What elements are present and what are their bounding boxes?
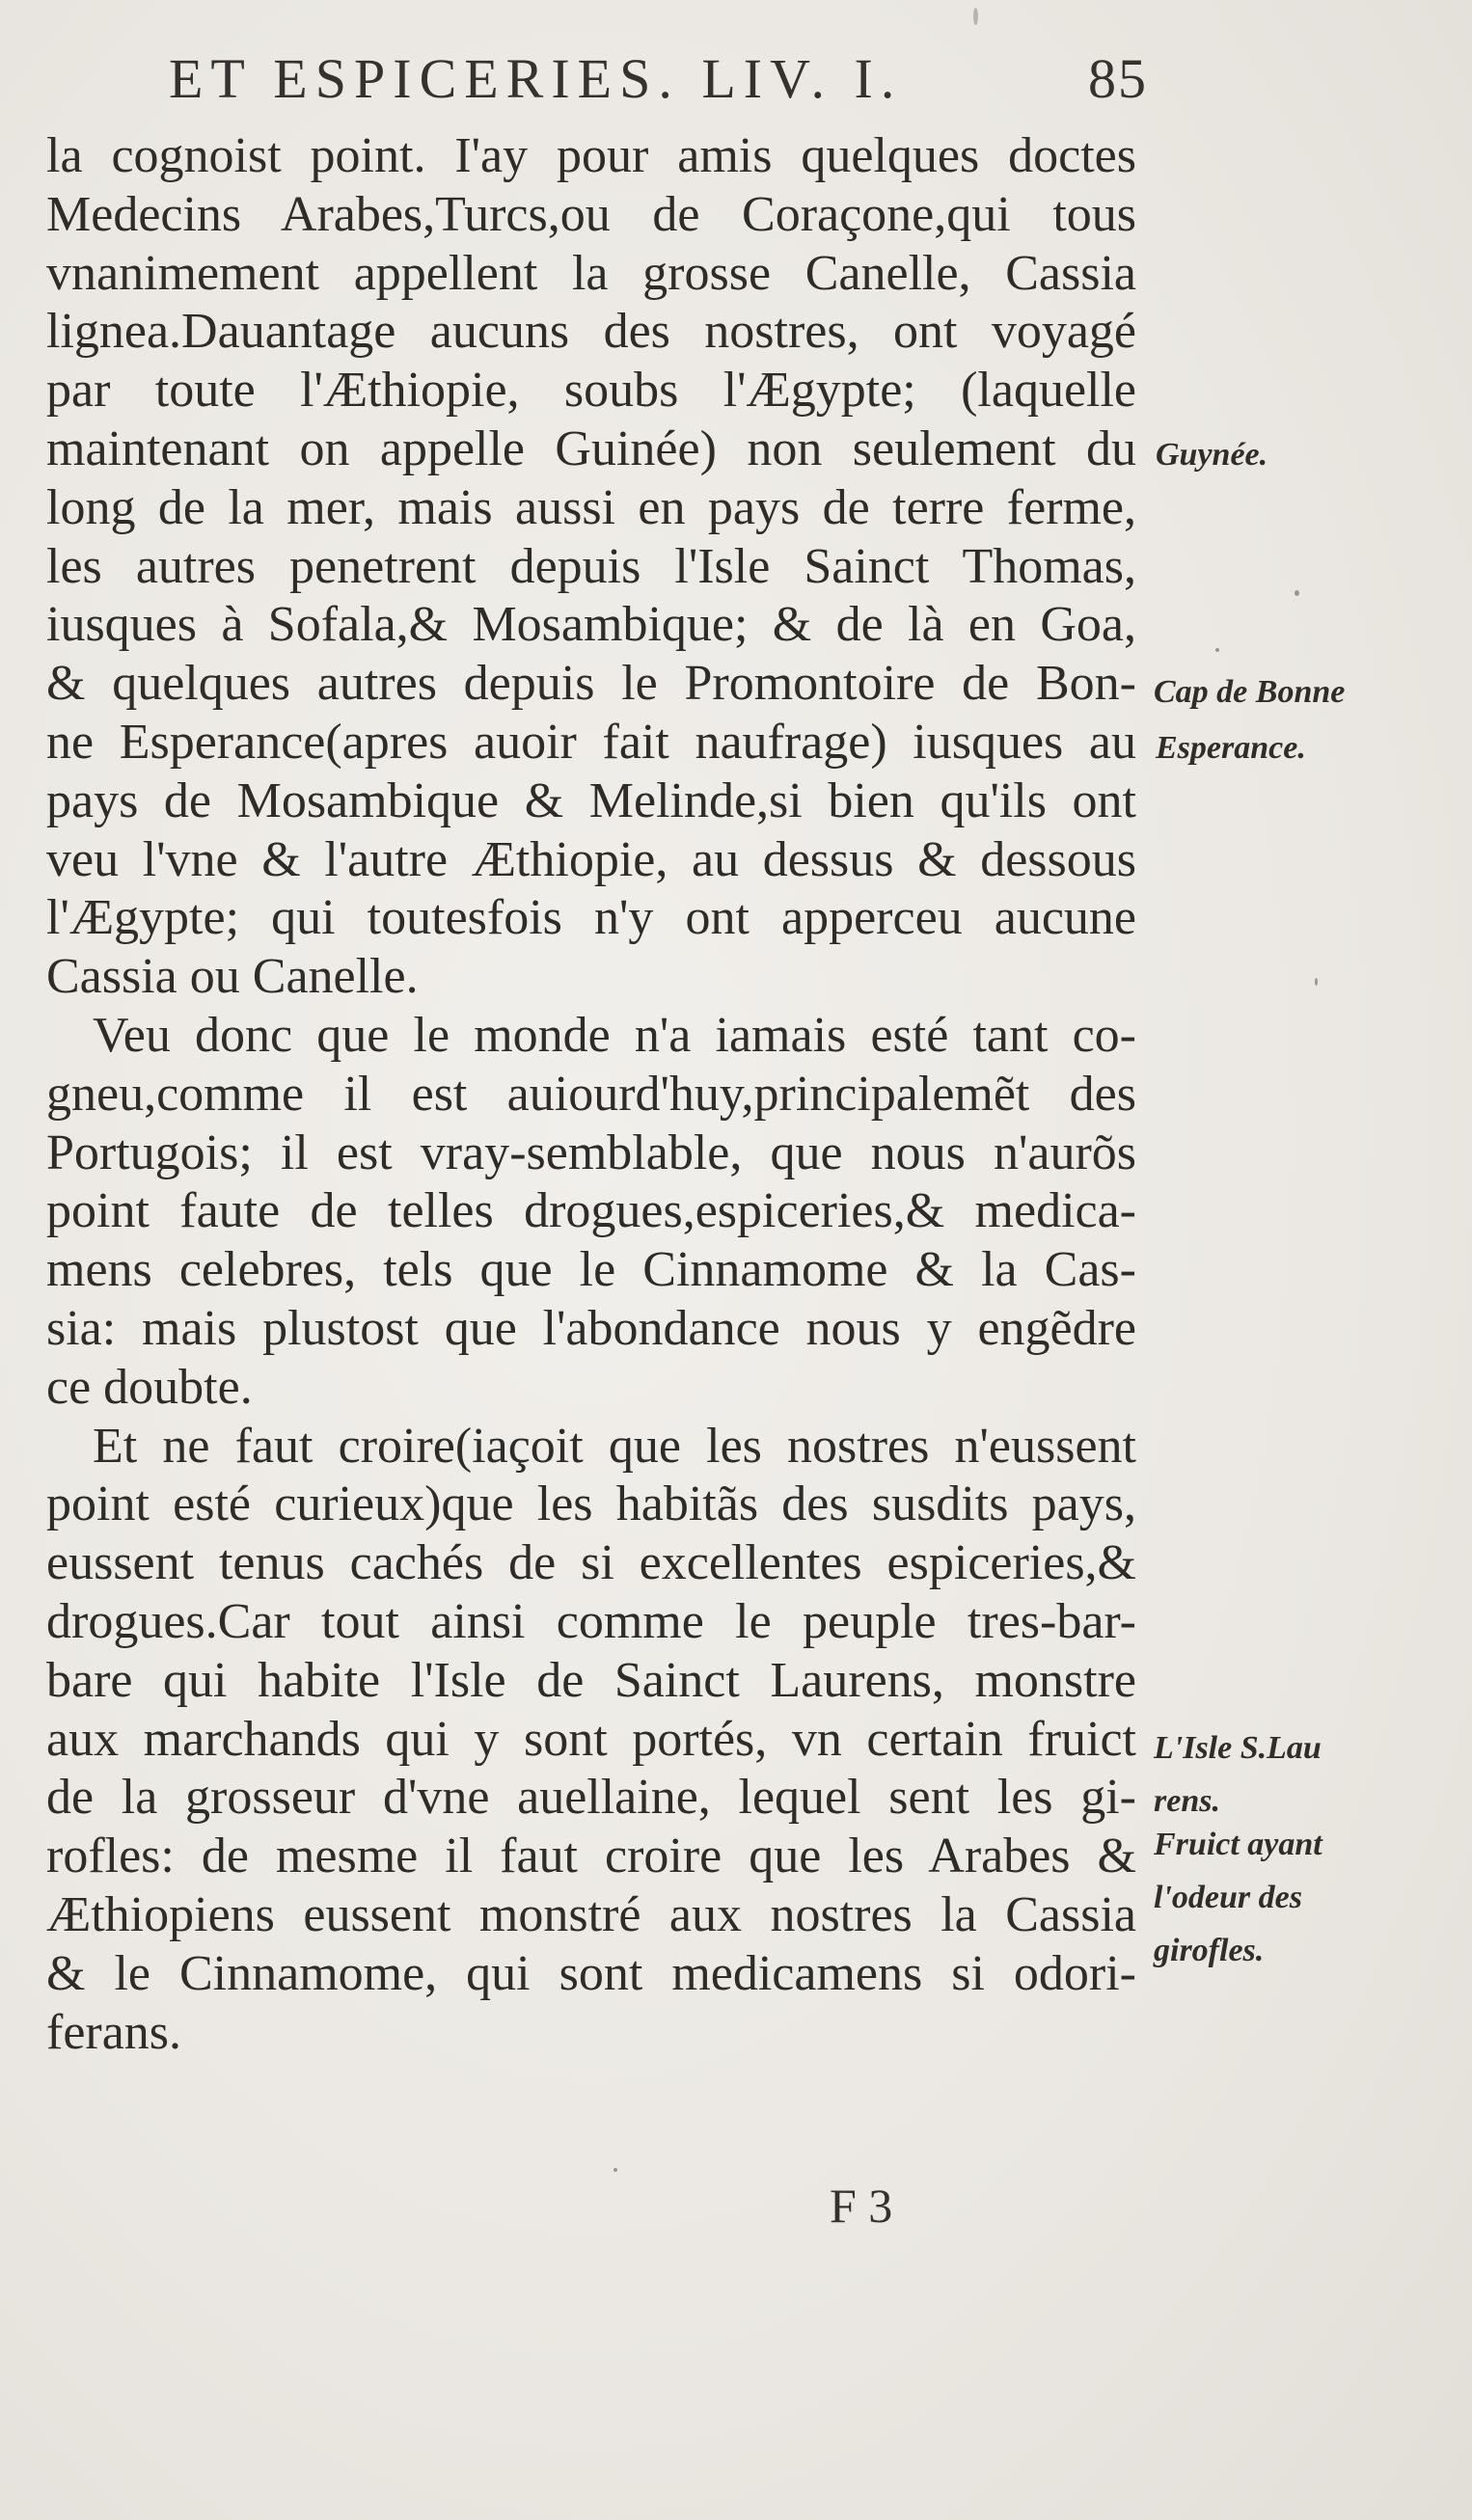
margin-note-esperance: Esperance. bbox=[1156, 730, 1306, 766]
paper-speck bbox=[1295, 590, 1299, 596]
text-line: veu l'vne & l'autre Æthiopie, au dessus & dessous bbox=[46, 831, 1136, 887]
text-line: les autres penetrent depuis l'Isle Sainct Thomas, bbox=[46, 538, 1136, 594]
page-header bbox=[169, 46, 1148, 123]
paper-speck bbox=[1315, 978, 1318, 986]
text-line: de la grosseur d'vne auellaine, lequel sent les gi- bbox=[46, 1770, 1136, 1826]
text-line: ce doubte. bbox=[46, 1359, 253, 1415]
body-text bbox=[46, 127, 1136, 2062]
running-title: ET ESPICERIES. LIV. I. bbox=[169, 47, 903, 110]
margin-note-cap-de-bonne: Cap de Bonne bbox=[1154, 674, 1346, 710]
text-line: par toute l'Æthiopie, soubs l'Ægypte; (laquelle bbox=[46, 363, 1136, 419]
signature-mark: F 3 bbox=[830, 2179, 893, 2233]
margin-note-lodeur-des: l'odeur des bbox=[1154, 1880, 1302, 1915]
text-line: ne Esperance(apres auoir fait naufrage) iusques au bbox=[46, 714, 1136, 770]
margin-note-fruict-ayant: Fruict ayant bbox=[1154, 1827, 1322, 1862]
text-line: & quelques autres depuis le Promontoire de Bon- bbox=[46, 656, 1136, 712]
text-line: mens celebres, tels que le Cinnamome & la Cas- bbox=[46, 1242, 1136, 1298]
text-line: Medecins Arabes,Turcs,ou de Coraçone,qui tous bbox=[46, 186, 1136, 242]
margin-note-guynee: Guynée. bbox=[1156, 437, 1268, 473]
text-line: bare qui habite l'Isle de Sainct Laurens, monstre bbox=[46, 1652, 1136, 1708]
text-line: Et ne faut croire(iaçoit que les nostres n'eussent bbox=[93, 1418, 1136, 1474]
margin-note-rens: rens. bbox=[1154, 1783, 1220, 1819]
text-line: Æthiopiens eussent monstré aux nostres la Cassia bbox=[46, 1886, 1136, 1942]
text-line: gneu,comme il est auiourd'huy,principalemẽt des bbox=[46, 1066, 1136, 1122]
text-line: eussent tenus cachés de si excellentes espiceries,& bbox=[46, 1535, 1136, 1591]
text-line: sia: mais plustost que l'abondance nous y engẽdre bbox=[46, 1300, 1136, 1356]
margin-note-girofles: girofles. bbox=[1154, 1933, 1265, 1968]
text-line: Cassia ou Canelle. bbox=[46, 949, 419, 1005]
text-line: iusques à Sofala,& Mosambique; & de là en Goa, bbox=[46, 597, 1136, 653]
text-line: ferans. bbox=[46, 2004, 182, 2060]
text-line: lignea.Dauantage aucuns des nostres, ont voyagé bbox=[46, 304, 1136, 360]
text-line: Portugois; il est vray-semblable, que nous n'aurõs bbox=[46, 1125, 1136, 1180]
page-number: 85 bbox=[1088, 47, 1148, 110]
text-line: l'Ægypte; qui toutesfois n'y ont apperceu aucune bbox=[46, 890, 1136, 946]
text-line: Veu donc que le monde n'a iamais esté tant co- bbox=[93, 1007, 1136, 1063]
text-line: rofles: de mesme il faut croire que les Arabes & bbox=[46, 1829, 1136, 1884]
text-line: point esté curieux)que les habitãs des susdits pays, bbox=[46, 1477, 1136, 1532]
text-line: la cognoist point. I'ay pour amis quelques doctes bbox=[46, 128, 1136, 183]
paper-speck bbox=[973, 8, 978, 25]
text-line: pays de Mosambique & Melinde,si bien qu'ils ont bbox=[46, 772, 1136, 828]
paper-speck bbox=[613, 2168, 617, 2172]
text-line: point faute de telles drogues,espiceries,& medica- bbox=[46, 1183, 1136, 1239]
text-line: drogues.Car tout ainsi comme le peuple tres-bar- bbox=[46, 1593, 1136, 1649]
text-line: vnanimement appellent la grosse Canelle, Cassia bbox=[46, 245, 1136, 301]
text-line: maintenant on appelle Guinée) non seulement du bbox=[46, 420, 1136, 476]
text-line: aux marchands qui y sont portés, vn certain fruict bbox=[46, 1711, 1136, 1767]
text-line: & le Cinnamome, qui sont medicamens si odori- bbox=[46, 1945, 1136, 2001]
margin-note-isle-s-laurens: L'Isle S.Lau bbox=[1154, 1730, 1322, 1766]
paper-speck bbox=[1215, 648, 1219, 652]
text-line: long de la mer, mais aussi en pays de terre ferme, bbox=[46, 479, 1136, 535]
